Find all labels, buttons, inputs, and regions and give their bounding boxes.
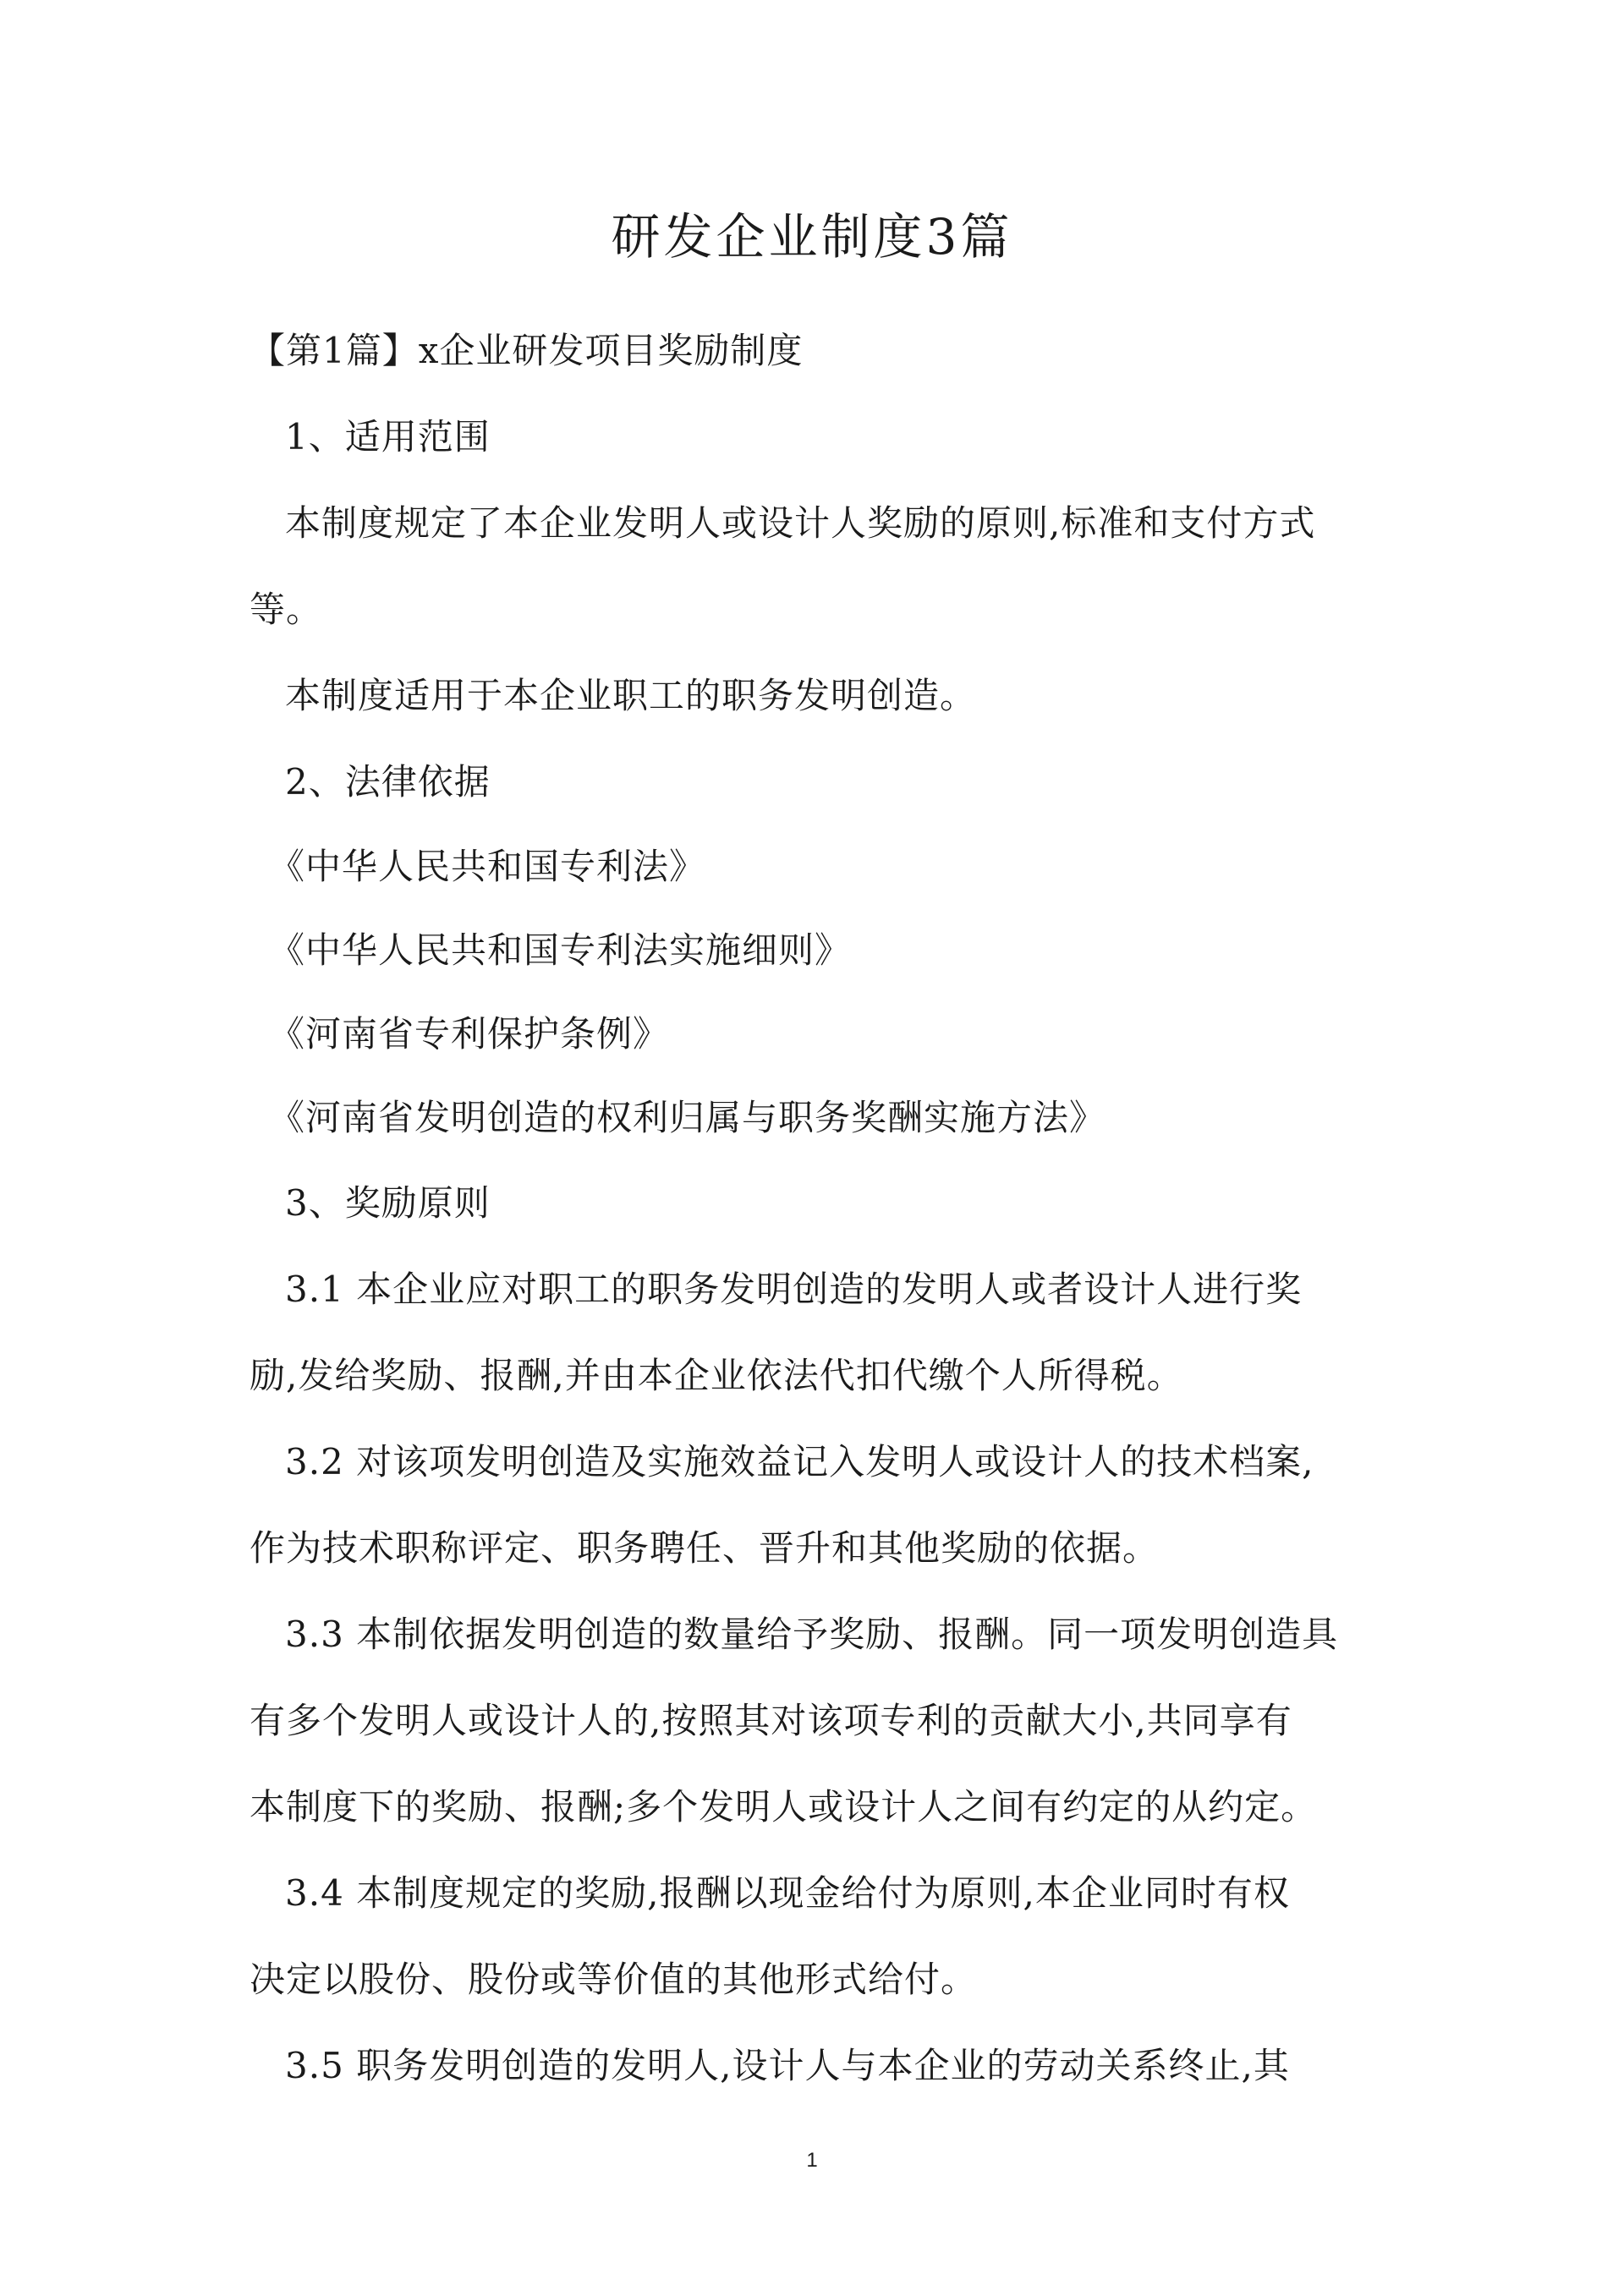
document-title: 研发企业制度3篇 [611, 208, 1013, 266]
paragraph-line: 本制度规定了本企业发明人或设计人奖励的原则,标准和支付方式 [285, 502, 1316, 544]
law-reference: 《河南省发明创造的权利归属与职务奖酬实施方法》 [269, 1097, 1106, 1138]
paragraph-line: 3.2 对该项发明创造及实施效益记入发明人或设计人的技术档案, [285, 1441, 1314, 1482]
paragraph-line: 3.1 本企业应对职工的职务发明创造的发明人或者设计人进行奖 [285, 1269, 1303, 1310]
paragraph-line: 励,发给奖励、报酬,并由本企业依法代扣代缴个人所得税。 [250, 1355, 1183, 1396]
paragraph-line: 有多个发明人或设计人的,按照其对该项专利的贡献大小,共同享有 [250, 1700, 1292, 1741]
page-number: 1 [806, 2149, 818, 2172]
subheading-scope: 1、适用范围 [285, 416, 491, 458]
section-heading: 【第1篇】x企业研发项目奖励制度 [250, 330, 804, 371]
subheading-principles: 3、奖励原则 [285, 1182, 491, 1224]
paragraph-line: 本制度适用于本企业职工的职务发明创造。 [285, 675, 977, 716]
law-reference: 《河南省专利保护条例》 [269, 1013, 670, 1055]
paragraph-line: 作为技术职称评定、职务聘任、晋升和其他奖励的依据。 [250, 1527, 1160, 1569]
paragraph-line: 本制度下的奖励、报酬;多个发明人或设计人之间有约定的从约定。 [250, 1786, 1318, 1827]
paragraph-line: 3.4 本制度规定的奖励,报酬以现金给付为原则,本企业同时有权 [285, 1872, 1290, 1914]
subheading-legal-basis: 2、法律依据 [285, 761, 491, 803]
law-reference: 《中华人民共和国专利法实施细则》 [269, 929, 852, 971]
paragraph-line: 3.3 本制依据发明创造的数量给予奖励、报酬。同一项发明创造具 [285, 1614, 1339, 1655]
law-reference: 《中华人民共和国专利法》 [269, 846, 706, 887]
paragraph-line: 决定以股份、股份或等价值的其他形式给付。 [250, 1959, 978, 2000]
paragraph-line: 3.5 职务发明创造的发明人,设计人与本企业的劳动关系终止,其 [285, 2045, 1290, 2086]
paragraph-line: 等。 [250, 589, 323, 630]
